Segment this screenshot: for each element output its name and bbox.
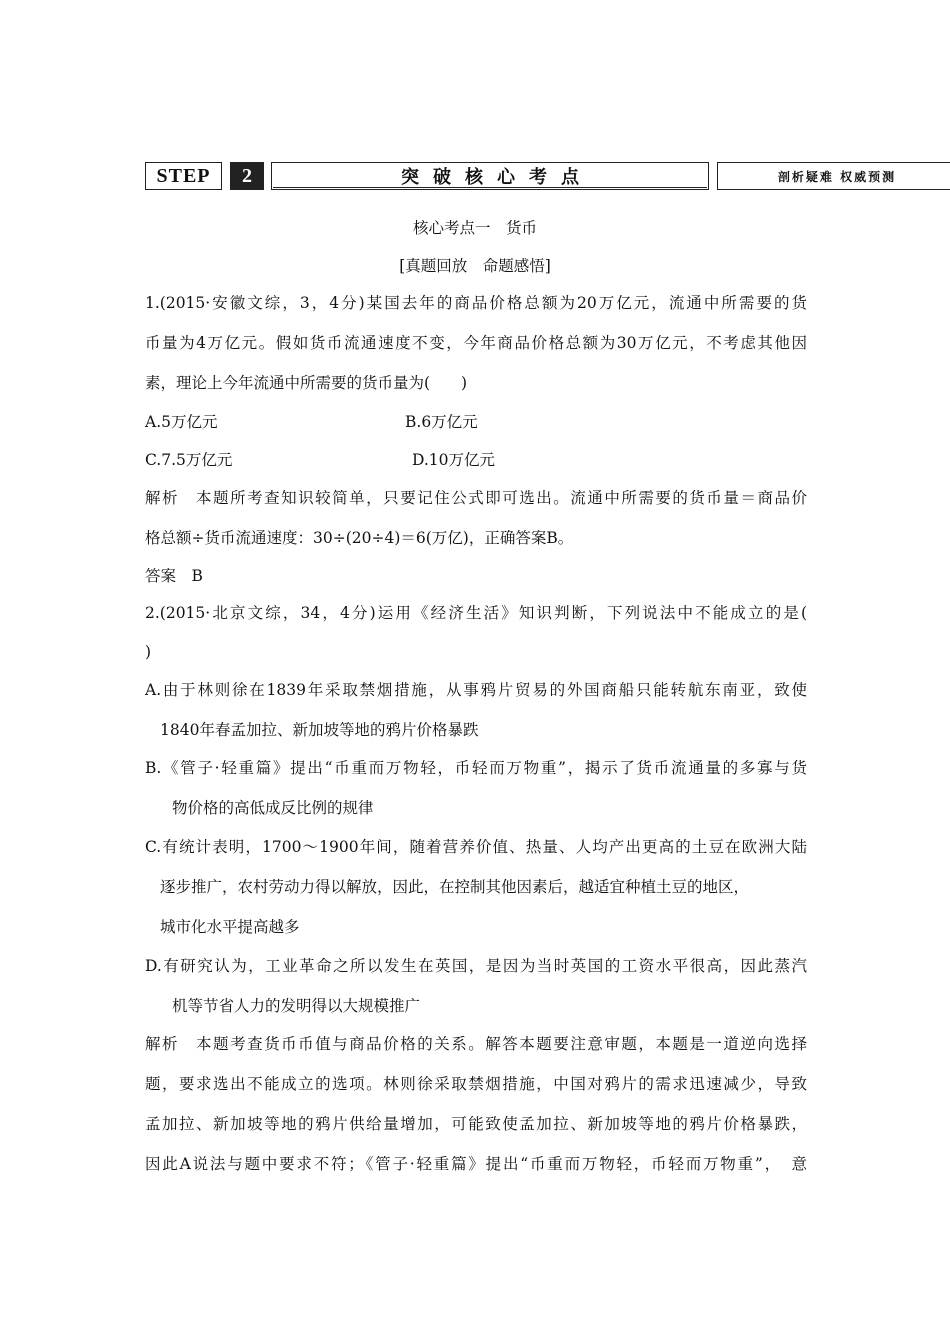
q2-analysis-line-4: 因此A说法与题中要求不符；《管子·轻重篇》提出“币重而万物轻，币轻而万物重”， 意 — [145, 1155, 807, 1173]
banner-title: 突破核心考点 — [271, 162, 709, 190]
step-banner — [145, 162, 897, 194]
q2-analysis-line-2: 题，要求选出不能成立的选项。林则徐采取禁烟措施，中国对鸦片的需求迅速减少，导致 — [145, 1075, 807, 1093]
q1-answer: 答案 B — [145, 567, 203, 585]
q2-analysis-line-3: 孟加拉、新加坡等地的鸦片供给量增加，可能致使孟加拉、新加坡等地的鸦片价格暴跌， — [145, 1115, 807, 1133]
section-heading: 核心考点一 货币 — [412, 219, 537, 237]
q2-option-d-line-1: D.有研究认为，工业革命之所以发生在英国，是因为当时英国的工资水平很高，因此蒸汽 — [145, 957, 807, 975]
q2-analysis-line-1: 解析 本题考查货币币值与商品价格的关系。解答本题要注意审题，本题是一道逆向选择 — [145, 1035, 807, 1053]
step-label: STEP — [145, 162, 222, 190]
q2-option-c-line-2: 逐步推广，农村劳动力得以解放，因此，在控制其他因素后，越适宜种植土豆的地区， — [160, 878, 750, 896]
q1-stem-line-3: 素，理论上今年流通中所需要的货币量为( ) — [145, 374, 468, 392]
q1-option-d: D.10万亿元 — [412, 451, 496, 469]
q1-option-b: B.6万亿元 — [405, 413, 478, 431]
q2-option-b-line-1: B.《管子·轻重篇》提出“币重而万物轻，币轻而万物重”，揭示了货币流通量的多寡与货 — [145, 759, 807, 777]
q2-option-c-line-1: C.有统计表明，1700～1900年间，随着营养价值、热量、人均产出更高的土豆在欧洲大陆 — [145, 838, 807, 856]
step-number: 2 — [230, 162, 264, 190]
q2-option-a-line-2: 1840年春孟加拉、新加坡等地的鸦片价格暴跌 — [160, 721, 479, 739]
q2-option-a-line-1: A.由于林则徐在1839年采取禁烟措施，从事鸦片贸易的外国商船只能转航东南亚，致使 — [145, 681, 807, 699]
q1-stem-line-2: 币量为4万亿元。假如货币流通速度不变，今年商品价格总额为30万亿元，不考虑其他因 — [145, 334, 807, 352]
section-subheading: [真题回放 命题感悟] — [399, 257, 551, 275]
banner-subtitle: 剖析疑难 权威预测 — [717, 162, 950, 190]
q1-option-c: C.7.5万亿元 — [145, 451, 233, 469]
q2-option-c-line-3: 城市化水平提高越多 — [160, 918, 300, 936]
q1-option-a: A.5万亿元 — [145, 413, 218, 431]
q1-stem-line-1: 1.(2015·安徽文综，3，4分)某国去年的商品价格总额为20万亿元，流通中所需要的货 — [145, 294, 807, 312]
q2-option-d-line-2: 机等节省人力的发明得以大规模推广 — [172, 997, 421, 1015]
q2-stem-line-1: 2.(2015·北京文综，34，4分)运用《经济生活》知识判断，下列说法中不能成立的是( — [145, 604, 807, 622]
q2-option-b-line-2: 物价格的高低成反比例的规律 — [172, 799, 374, 817]
q1-analysis-line-1: 解析 本题所考查知识较简单，只要记住公式即可选出。流通中所需要的货币量＝商品价 — [145, 489, 807, 507]
q1-analysis-line-2: 格总额÷货币流通速度：30÷(20÷4)＝6(万亿)，正确答案B。 — [145, 529, 574, 547]
q2-stem-line-2: ) — [145, 643, 152, 661]
